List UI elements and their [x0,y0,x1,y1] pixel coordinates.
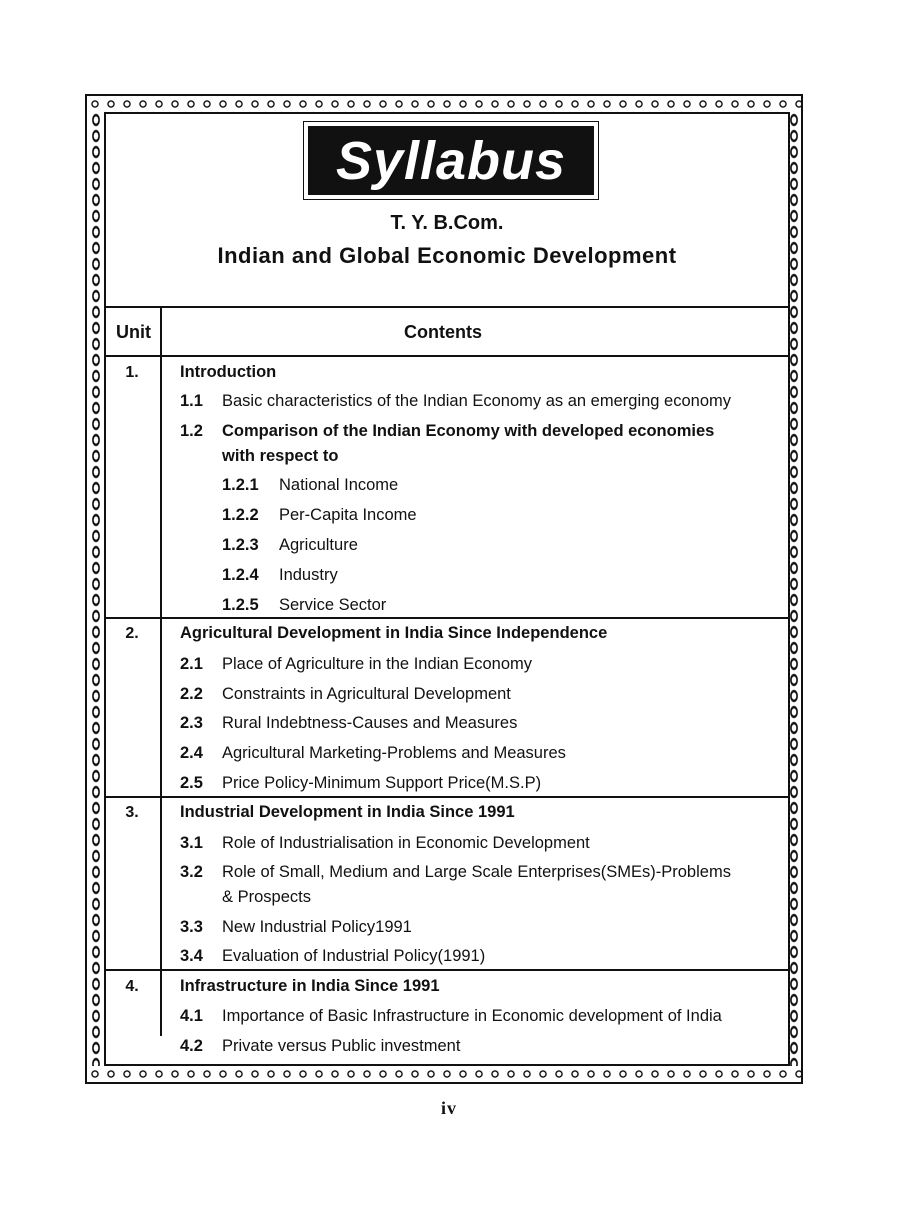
course-title: T. Y. B.Com. [390,212,504,234]
subitem-number: 1.2.4 [222,566,259,584]
unit-number: 3. [125,804,139,821]
item-number: 2.5 [180,774,203,792]
item-text: Comparison of the Indian Economy with developed economies [222,422,715,440]
item-text-continued: & Prospects [222,888,311,906]
item-text: Role of Small, Medium and Large Scale Enterprises(SMEs)-Problems [222,863,731,881]
item-text: Constraints in Agricultural Development [222,685,511,703]
subitem-text: Service Sector [279,596,387,614]
item-number: 1.1 [180,392,203,410]
page-number: iv [440,1098,457,1118]
unit-number: 1. [125,364,139,381]
item-text: Importance of Basic Infrastructure in Economic development of India [222,1007,722,1025]
item-text: New Industrial Policy1991 [222,918,412,936]
item-text: Role of Industrialisation in Economic Development [222,834,590,852]
unit-2-rule [104,796,790,798]
item-text: Rural Indebtness-Causes and Measures [222,714,518,732]
unit-number: 2. [125,625,139,642]
item-text: Evaluation of Industrial Policy(1991) [222,947,486,965]
subitem-number: 1.2.5 [222,596,259,614]
item-text: Price Policy-Minimum Support Price(M.S.P) [222,774,542,792]
unit-heading: Infrastructure in India Since 1991 [180,977,440,995]
item-number: 3.2 [180,863,203,881]
item-number: 4.2 [180,1037,203,1055]
column-divider [160,306,162,1036]
item-text: Basic characteristics of the Indian Economy as an emerging economy [222,392,732,410]
subitem-text: Agriculture [279,536,358,554]
subitem-number: 1.2.3 [222,536,259,554]
ornamental-border-top [87,96,801,112]
subitem-text: Industry [279,566,338,584]
item-number: 4.1 [180,1007,203,1025]
unit-3-rule [104,969,790,971]
item-number: 3.3 [180,918,203,936]
unit-heading: Introduction [180,363,277,381]
unit-heading: Agricultural Development in India Since Independence [180,624,608,642]
item-text: Agricultural Marketing-Problems and Measures [222,744,566,762]
item-text-continued: with respect to [222,447,339,465]
header-unit: Unit [116,322,151,342]
item-number: 2.2 [180,685,203,703]
subject-title: Indian and Global Economic Development [217,243,677,268]
unit-number: 4. [125,978,139,995]
header-rule [104,355,790,357]
ornamental-border-bottom [87,1066,801,1082]
item-number: 2.1 [180,655,203,673]
subitem-text: National Income [279,476,399,494]
subitem-number: 1.2.2 [222,506,259,524]
item-number: 2.4 [180,744,203,762]
subitem-text: Per-Capita Income [279,506,417,524]
unit-heading: Industrial Development in India Since 1991 [180,803,515,821]
item-number: 2.3 [180,714,203,732]
unit-1-rule [104,617,790,619]
header-contents: Contents [404,322,482,342]
item-text: Private versus Public investment [222,1037,461,1055]
ornamental-border-left [88,112,104,1066]
item-number: 3.1 [180,834,203,852]
item-number: 1.2 [180,422,203,440]
subitem-number: 1.2.1 [222,476,259,494]
table-top-rule [104,306,790,308]
syllabus-logo: Syllabus [308,126,594,195]
item-text: Place of Agriculture in the Indian Economy [222,655,533,673]
item-number: 3.4 [180,947,203,965]
